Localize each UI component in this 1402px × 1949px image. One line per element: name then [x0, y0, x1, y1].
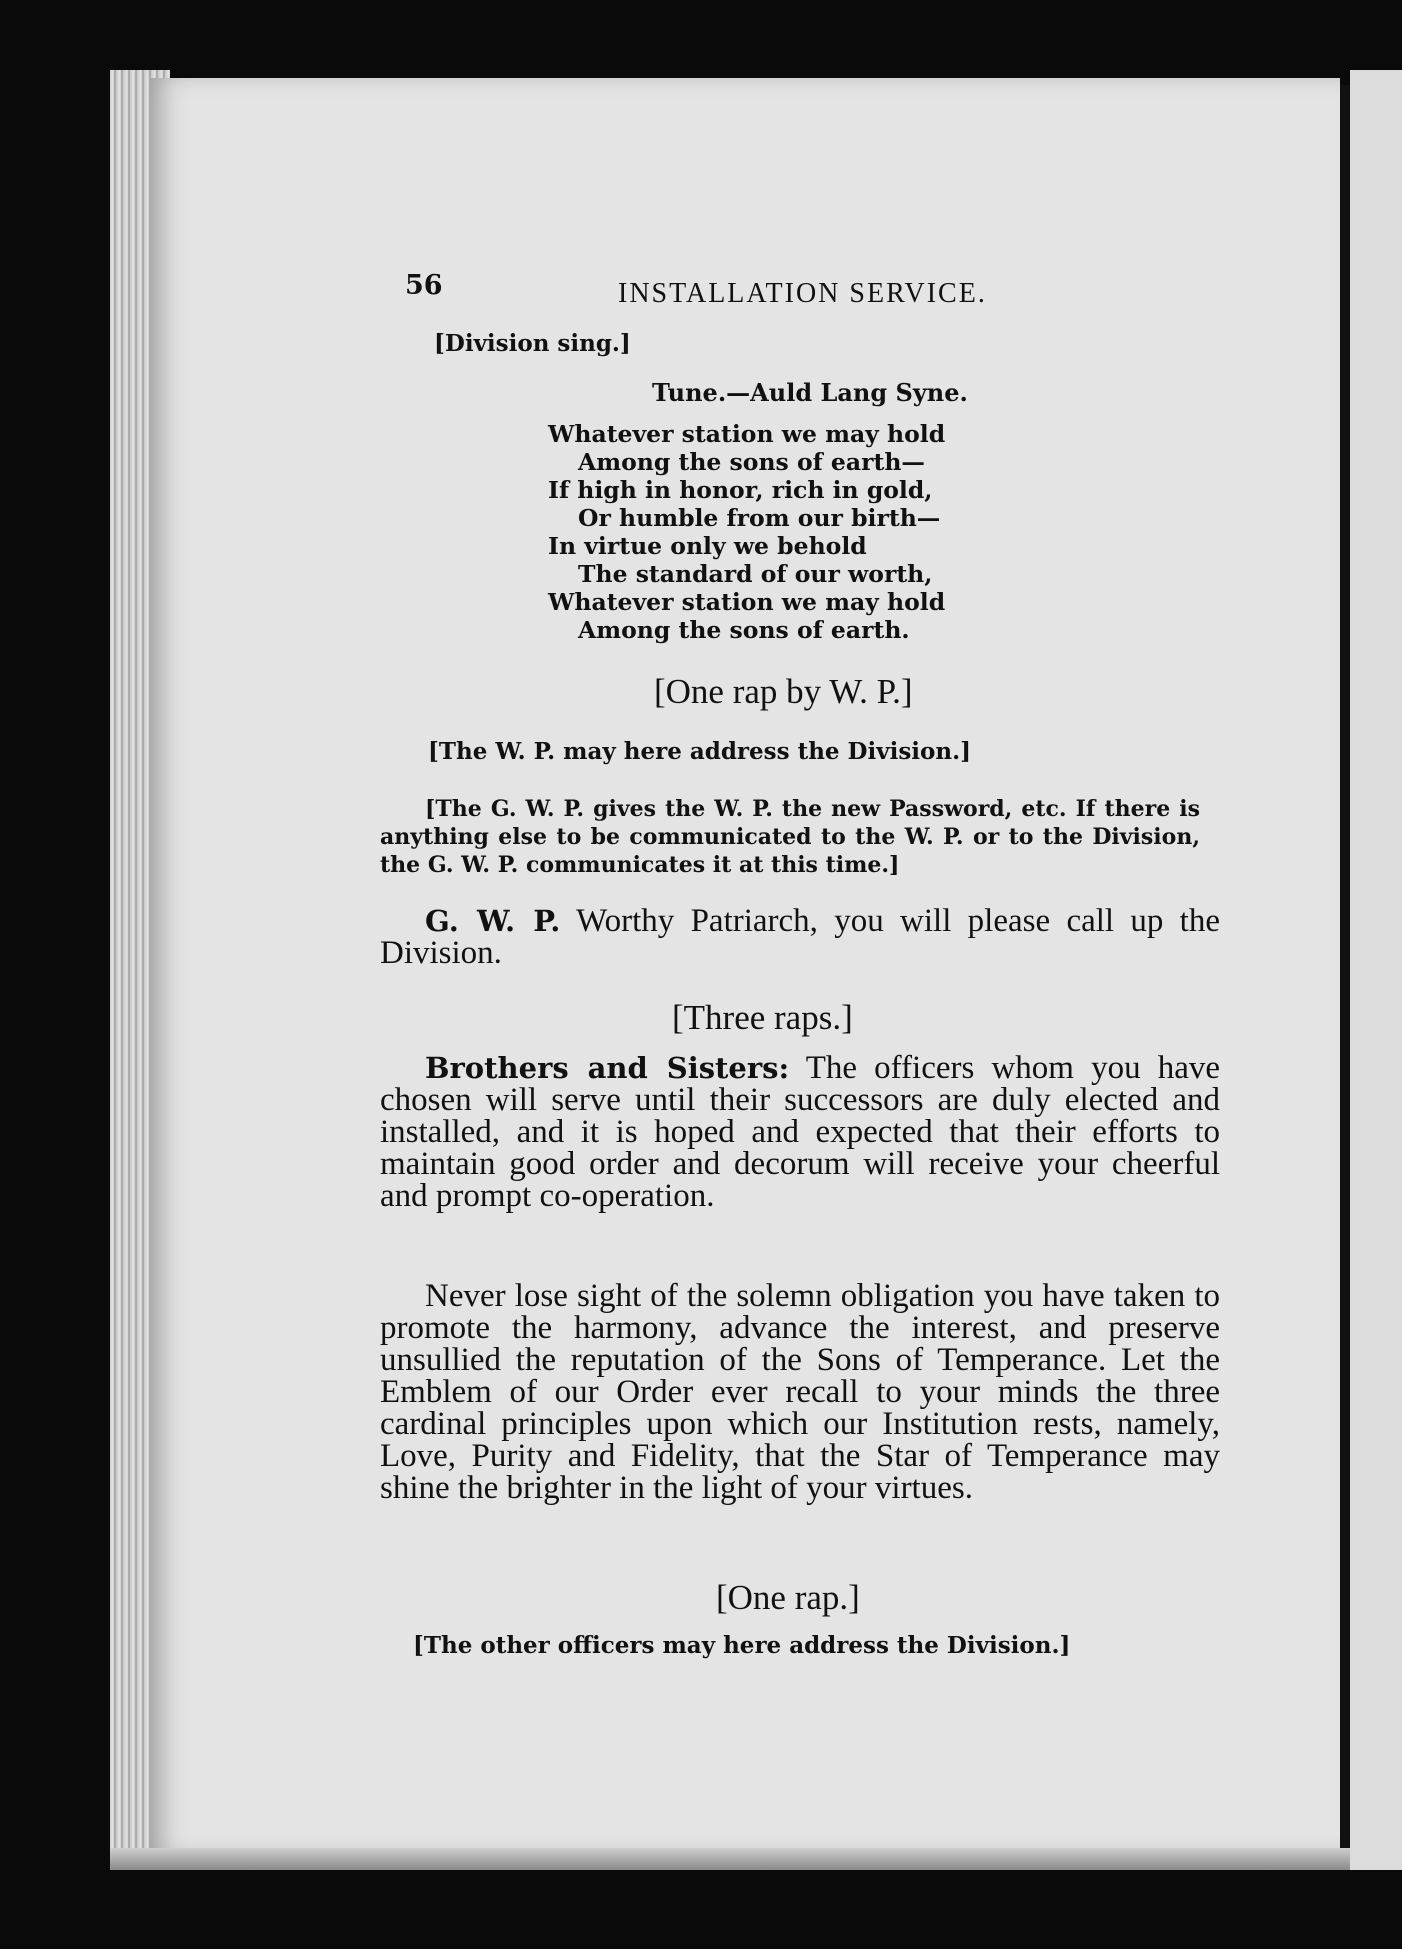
song-verse: [548, 420, 945, 644]
stage-direction-one-rap-wp: [One rap by W. P.]: [654, 672, 913, 711]
page-number: 56: [405, 270, 443, 301]
speaker-label-brothers: Brothers and Sisters:: [425, 1051, 790, 1085]
stage-direction-gwp-password: [The G. W. P. gives the W. P. the new Password, etc. If there is anything else to be communicated to the W. P. or to the Division, the G. W. P. communicates it at this time.]: [380, 796, 1200, 878]
verse-line: The standard of our worth,: [578, 560, 933, 588]
stage-direction-three-raps: [Three raps.]: [672, 998, 853, 1037]
page-bottom-edge: [110, 1848, 1350, 1870]
brothers-paragraph: [380, 1052, 1220, 1212]
stage-direction-wp-address: [The W. P. may here address the Division.]: [428, 738, 971, 765]
running-title: INSTALLATION SERVICE.: [618, 278, 987, 309]
gwp-paragraph: [380, 905, 1220, 969]
never-lose-paragraph: Never lose sight of the solemn obligation you have taken to promote the harmony, advance the interest, and preserve unsullied the reputation of the Sons of Temperance. Let the Emblem of our Order ever recall to your minds the three cardinal principles upon which our Institution rests, namely, Love, Purity and Fidelity, that the Star of Temperance may shine the brighter in the light of your virtues.: [380, 1278, 1220, 1506]
stage-direction-other-officers: [The other officers may here address the Division.]: [413, 1632, 1071, 1659]
brothers-speech: The officers whom you have chosen will serve until their successors are duly elected and installed, and it is hoped and expected that their efforts to maintain good order and decorum will receive your cheerful and prompt co-operation.: [380, 1050, 1220, 1214]
stage-direction-division-sing: [Division sing.]: [434, 330, 631, 357]
verse-line: Or humble from our birth—: [578, 504, 941, 532]
stage-direction-one-rap: [One rap.]: [716, 1578, 860, 1617]
speaker-label-gwp: G. W. P.: [425, 904, 561, 938]
tune-line: Tune.—Auld Lang Syne.: [652, 378, 968, 407]
verse-line: In virtue only we behold: [548, 532, 867, 560]
facing-page-edge: [1350, 70, 1402, 1870]
gwp-speech: Worthy Patriarch, you will please call up the Division.: [380, 903, 1220, 971]
page-edge-shadow: [1340, 85, 1350, 1850]
verse-line: Whatever station we may hold: [548, 588, 946, 616]
verse-line: Among the sons of earth—: [578, 448, 925, 476]
verse-line: Whatever station we may hold: [548, 420, 946, 448]
verse-line: If high in honor, rich in gold,: [548, 476, 933, 504]
verse-line: Among the sons of earth.: [578, 616, 910, 644]
